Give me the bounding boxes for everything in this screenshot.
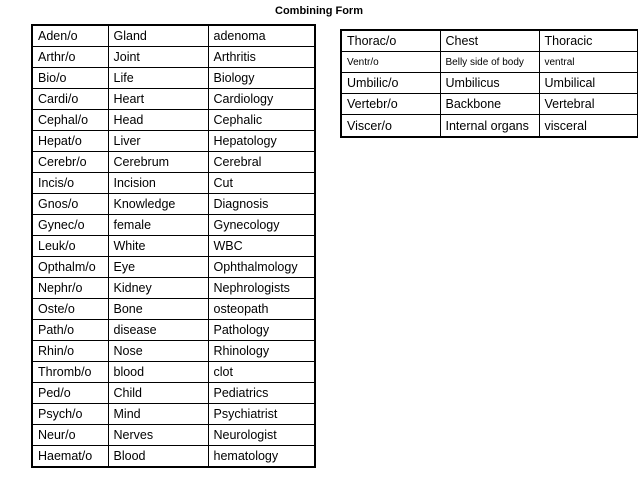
combining-form-cell: Thorac/o [341, 30, 440, 52]
meaning-cell: Nerves [108, 425, 208, 446]
meaning-cell: blood [108, 362, 208, 383]
combining-form-table-left [31, 24, 316, 468]
meaning-cell: Mind [108, 404, 208, 425]
meaning-cell: Life [108, 68, 208, 89]
combining-form-cell: Cardi/o [32, 89, 108, 110]
combining-form-cell: Rhin/o [32, 341, 108, 362]
combining-form-cell: Arthr/o [32, 47, 108, 68]
example-cell: clot [208, 362, 315, 383]
combining-form-cell: Psych/o [32, 404, 108, 425]
meaning-cell: Nose [108, 341, 208, 362]
table-row [32, 68, 315, 89]
combining-form-cell: Opthalm/o [32, 257, 108, 278]
table-row [32, 236, 315, 257]
combining-form-cell: Umbilic/o [341, 73, 440, 94]
table-row [32, 404, 315, 425]
meaning-cell: White [108, 236, 208, 257]
table-row [32, 257, 315, 278]
table-row [32, 425, 315, 446]
meaning-cell: Cerebrum [108, 152, 208, 173]
example-cell: Diagnosis [208, 194, 315, 215]
combining-form-cell: Viscer/o [341, 115, 440, 138]
example-cell: Rhinology [208, 341, 315, 362]
combining-form-cell: Path/o [32, 320, 108, 341]
example-cell: Thoracic [539, 30, 638, 52]
example-cell: Psychiatrist [208, 404, 315, 425]
page-title: Combining Form [275, 5, 363, 17]
meaning-cell: Internal organs [440, 115, 539, 138]
example-cell: hematology [208, 446, 315, 468]
combining-form-cell: Cerebr/o [32, 152, 108, 173]
table-row [341, 30, 638, 52]
meaning-cell: female [108, 215, 208, 236]
table-row [32, 47, 315, 68]
meaning-cell: Head [108, 110, 208, 131]
meaning-cell: Incision [108, 173, 208, 194]
table-row [32, 362, 315, 383]
example-cell: Pediatrics [208, 383, 315, 404]
combining-form-cell: Hepat/o [32, 131, 108, 152]
example-cell: Hepatology [208, 131, 315, 152]
meaning-cell: Gland [108, 25, 208, 47]
table-row [32, 110, 315, 131]
example-cell: Biology [208, 68, 315, 89]
table-row [32, 173, 315, 194]
meaning-cell: Chest [440, 30, 539, 52]
example-cell: adenoma [208, 25, 315, 47]
table-row [32, 320, 315, 341]
example-cell: Vertebral [539, 94, 638, 115]
combining-form-cell: Vertebr/o [341, 94, 440, 115]
meaning-cell: Backbone [440, 94, 539, 115]
combining-form-cell: Cephal/o [32, 110, 108, 131]
table-row [32, 446, 315, 468]
table-row [341, 115, 638, 138]
example-cell: Cerebral [208, 152, 315, 173]
table-row [32, 131, 315, 152]
table-row [341, 52, 638, 73]
example-cell: osteopath [208, 299, 315, 320]
combining-form-cell: Ventr/o [341, 52, 440, 73]
combining-form-cell: Gnos/o [32, 194, 108, 215]
example-cell: Umbilical [539, 73, 638, 94]
combining-form-cell: Neur/o [32, 425, 108, 446]
table-row [32, 278, 315, 299]
example-cell: Cephalic [208, 110, 315, 131]
table-row [32, 299, 315, 320]
meaning-cell: disease [108, 320, 208, 341]
meaning-cell: Belly side of body [440, 52, 539, 73]
example-cell: Neurologist [208, 425, 315, 446]
table-row [32, 383, 315, 404]
meaning-cell: Eye [108, 257, 208, 278]
combining-form-cell: Gynec/o [32, 215, 108, 236]
example-cell: Gynecology [208, 215, 315, 236]
example-cell: visceral [539, 115, 638, 138]
meaning-cell: Umbilicus [440, 73, 539, 94]
meaning-cell: Knowledge [108, 194, 208, 215]
meaning-cell: Kidney [108, 278, 208, 299]
table-row [32, 25, 315, 47]
combining-form-cell: Incis/o [32, 173, 108, 194]
combining-form-cell: Oste/o [32, 299, 108, 320]
meaning-cell: Joint [108, 47, 208, 68]
table-row [32, 341, 315, 362]
combining-form-cell: Aden/o [32, 25, 108, 47]
combining-form-cell: Bio/o [32, 68, 108, 89]
example-cell: Arthritis [208, 47, 315, 68]
combining-form-cell: Ped/o [32, 383, 108, 404]
combining-form-cell: Thromb/o [32, 362, 108, 383]
combining-form-cell: Leuk/o [32, 236, 108, 257]
example-cell: Cut [208, 173, 315, 194]
table-row [32, 194, 315, 215]
example-cell: Cardiology [208, 89, 315, 110]
meaning-cell: Heart [108, 89, 208, 110]
example-cell: Pathology [208, 320, 315, 341]
example-cell: ventral [539, 52, 638, 73]
meaning-cell: Child [108, 383, 208, 404]
meaning-cell: Bone [108, 299, 208, 320]
example-cell: WBC [208, 236, 315, 257]
combining-form-table-right [340, 29, 638, 138]
table-row [32, 89, 315, 110]
meaning-cell: Liver [108, 131, 208, 152]
example-cell: Ophthalmology [208, 257, 315, 278]
example-cell: Nephrologists [208, 278, 315, 299]
combining-form-cell: Haemat/o [32, 446, 108, 468]
table-row [32, 152, 315, 173]
combining-form-cell: Nephr/o [32, 278, 108, 299]
table-row [32, 215, 315, 236]
table-row [341, 94, 638, 115]
meaning-cell: Blood [108, 446, 208, 468]
table-row [341, 73, 638, 94]
